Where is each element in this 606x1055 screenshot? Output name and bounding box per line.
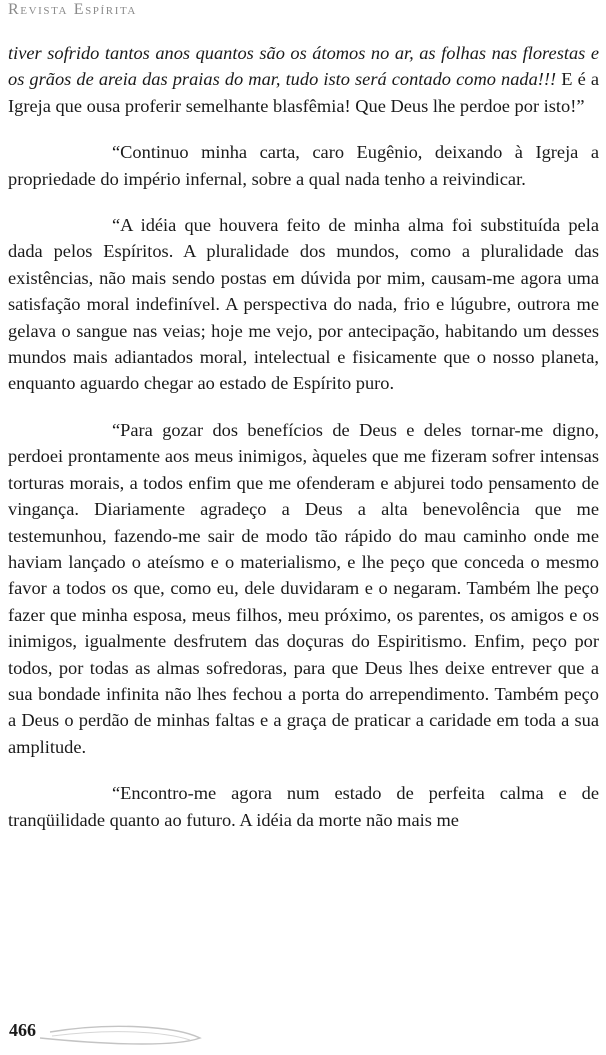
paragraph-1-italic: tiver sofrido tantos anos quantos são os átomos no ar, as folhas nas florestas e os grãos de areia das praias do mar, tudo isto será contado como nada!!! xyxy=(8,43,599,90)
page-number: 466 xyxy=(9,1020,36,1040)
paragraph-4: “Para gozar dos benefícios de Deus e deles tornar-me digno, perdoei prontamente aos meus inimigos, àqueles que me fizeram sofrer intensas torturas morais, a todos enfim que me ofenderam e abjurei todo pensamento de vingança. Diariamente agradeço a Deus a alta benevolência que me testemunhou, fazendo-me sair de modo tão rápido do mau caminho onde me haviam lançado o ateísmo e o materialismo, e lhe peço que conceda o mesmo favor a todos os que, como eu, dele duvidaram e o negaram. Também lhe peço fazer que minha esposa, meus filhos, meu próximo, os parentes, os amigos e os inimigos, igualmente desfrutem das doçuras do Espiritismo. Enfim, peço por todos, por todas as almas sofredoras, para que Deus lhes deixe entrever que a sua bondade infinita não lhes fechou a porta do arrependimento. Também peço a Deus o perdão de minhas faltas e a graça de praticar a caridade em toda a sua amplitude. xyxy=(8,419,599,757)
page-body xyxy=(8,40,599,853)
paragraph-1-text: E é a Igreja que ousa proferir semelhante blasfêmia! Que Deus lhe perdoe por isto!” xyxy=(8,69,599,116)
paragraph-3: “A idéia que houvera feito de minha alma foi substituída pela dada pelos Espíritos. A pluralidade dos mundos, como a pluralidade das existências, não mais sendo postas em dúvida por mim, causam-me agora uma satisfação moral indefinível. A perspectiva do nada, frio e lúgubre, outrora me gelava o sangue nas veias; hoje me vejo, por antecipação, habitando um desses mundos mais adiantados moral, intelectual e fisicamente que o nosso planeta, enquanto aguardo chegar ao estado de Espírito puro. xyxy=(8,215,599,394)
page-footer xyxy=(0,1016,606,1055)
paragraph-2: “Continuo minha carta, caro Eugênio, deixando à Igreja a propriedade do império infernal, sobre a qual nada tenho a reivindicar. xyxy=(8,142,599,189)
footer-swoosh-ornament xyxy=(0,1016,606,1055)
running-header: Revista Espírita xyxy=(8,1,137,18)
paragraph-5: “Encontro-me agora num estado de perfeita calma e de tranqüilidade quanto ao futuro. A idéia da morte não mais me xyxy=(8,783,599,830)
paragraph-1 xyxy=(8,40,599,119)
